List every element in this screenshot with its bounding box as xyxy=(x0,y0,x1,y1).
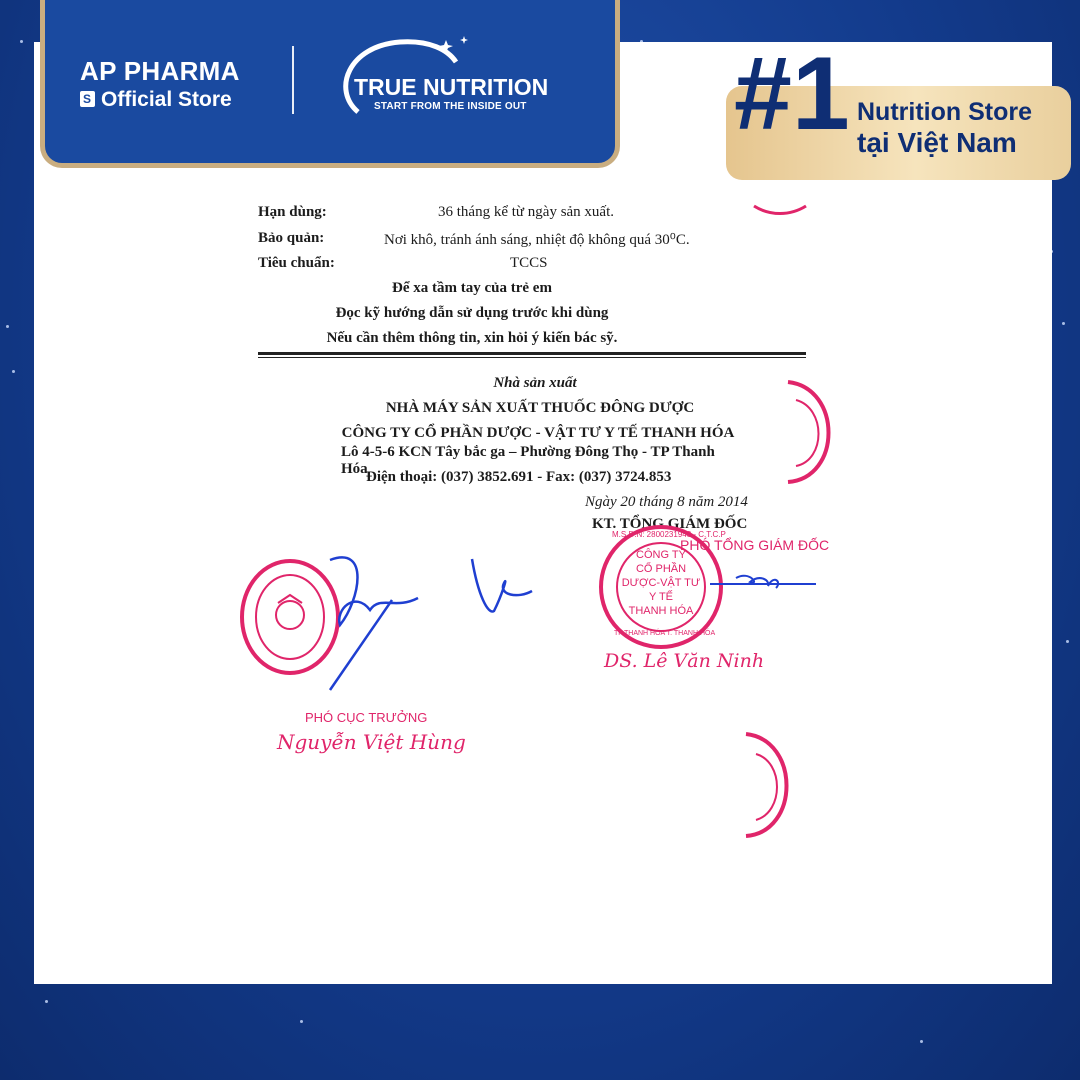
row-value: TCCS xyxy=(510,255,548,271)
factory-name: NHÀ MÁY SẢN XUẤT THUỐC ĐÔNG DƯỢC xyxy=(385,400,695,416)
badge-line-2: tại Việt Nam xyxy=(857,127,1017,158)
stamp-center-text: CÔNG TY CỔ PHẦN DƯỢC-VẬT TƯ Y TẾ THANH HÓA xyxy=(621,549,701,617)
row-label: Bảo quản: xyxy=(258,230,325,246)
partial-seal-bottom xyxy=(740,730,800,842)
partial-seal-top xyxy=(782,378,842,488)
store-name: AP PHARMA xyxy=(80,56,240,86)
right-signer-name: DS. Lê Văn Ninh xyxy=(604,650,765,672)
right-signature xyxy=(690,566,820,596)
stamp-ring-bottom: TP.THANH HÓA T. THANH HÓA xyxy=(614,630,716,637)
manufacturer-heading: Nhà sản xuất xyxy=(493,375,577,391)
badge-line-1: Nutrition Store xyxy=(857,98,1032,126)
warning-line: Đọc kỹ hướng dẫn sử dụng trước khi dùng xyxy=(335,305,609,321)
row-label: Hạn dùng: xyxy=(258,204,327,220)
company-contact: Điện thoại: (037) 3852.691 - Fax: (037) 3724.853 xyxy=(366,469,672,485)
partner-tagline: START FROM THE INSIDE OUT xyxy=(374,101,527,112)
row-label: Tiêu chuẩn: xyxy=(258,255,335,271)
warning-line: Để xa tầm tay của trẻ em xyxy=(392,280,552,296)
company-name: CÔNG TY CỔ PHẦN DƯỢC - VẬT TƯ Y TẾ THANH HÓA xyxy=(341,425,735,441)
warning-line: Nếu cần thêm thông tin, xin hỏi ý kiến bác sỹ. xyxy=(326,330,618,346)
rank-number: #1 xyxy=(734,36,850,152)
document-sheet xyxy=(34,36,1052,984)
store-subtitle: SOfficial Store xyxy=(80,88,232,112)
partial-seal-corner xyxy=(750,196,810,216)
initial-mark xyxy=(468,555,538,625)
row-value: 36 tháng kể từ ngày sản xuất. xyxy=(438,204,615,220)
left-signer-title: PHÓ CỤC TRƯỞNG xyxy=(305,710,428,725)
divider-rule xyxy=(258,352,806,355)
stamp-ring-text: M.S.D.N: 2800231948 - C.T.C.P xyxy=(612,530,726,539)
divider-rule-thin xyxy=(258,357,806,358)
issue-date: Ngày 20 tháng 8 năm 2014 xyxy=(585,494,748,510)
partner-brand-name: TRUE NUTRITION xyxy=(354,74,549,100)
left-signature xyxy=(300,550,430,690)
shopping-bag-icon xyxy=(80,91,95,107)
left-signer-name: Nguyễn Việt Hùng xyxy=(277,730,466,754)
company-address: Lô 4-5-6 KCN Tây bắc ga – Phường Đông Thọ - TP Thanh Hóa xyxy=(341,444,715,477)
row-value: Nơi khô, tránh ánh sáng, nhiệt độ không quá 30⁰C. xyxy=(384,232,690,248)
signatory-title: KT. TỔNG GIÁM ĐỐC xyxy=(592,516,748,532)
deputy-title: PHÓ TỔNG GIÁM ĐỐC xyxy=(680,537,830,553)
header-divider xyxy=(292,46,294,114)
